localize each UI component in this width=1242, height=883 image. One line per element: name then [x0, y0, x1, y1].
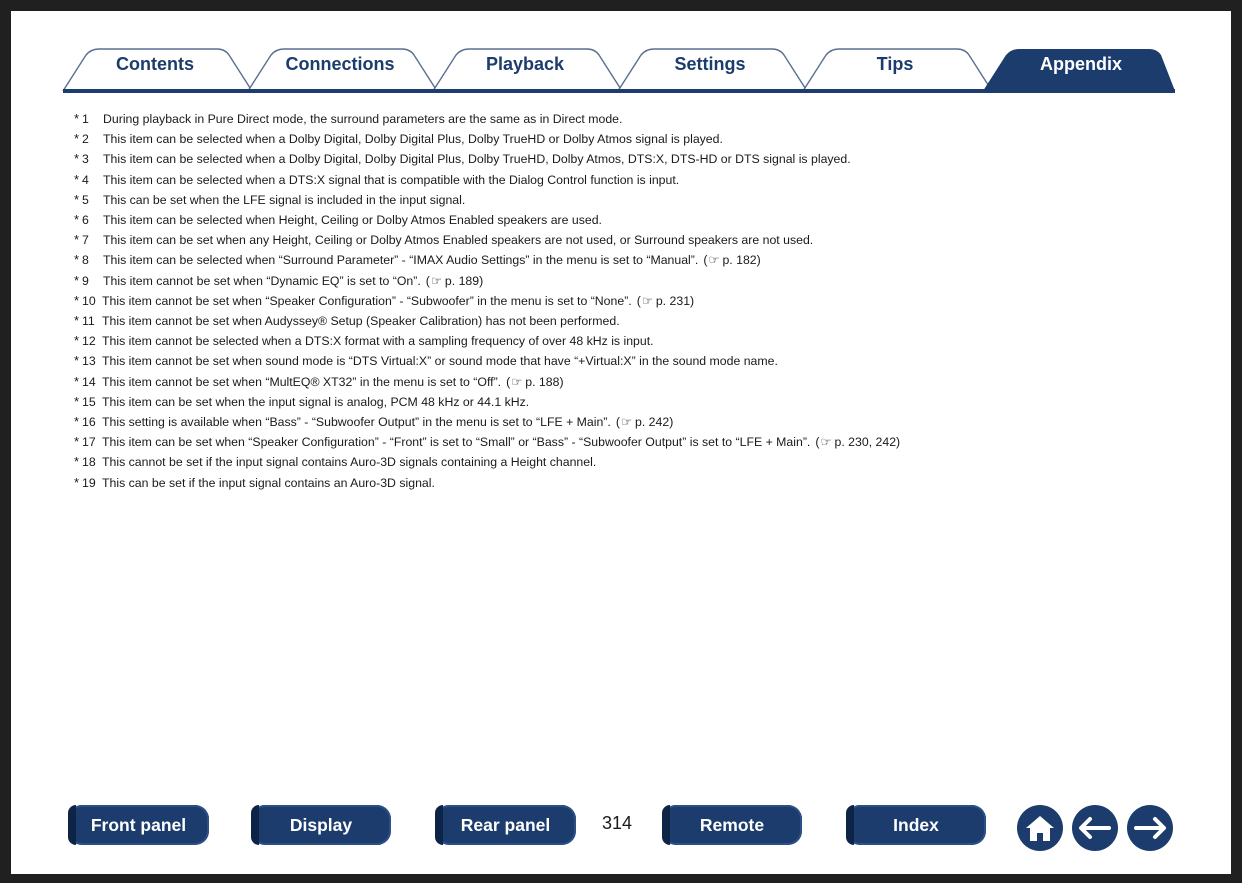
footnote-number: 1	[82, 112, 89, 126]
page-reference-link[interactable]	[703, 250, 760, 270]
footnote-list	[74, 109, 1194, 493]
footnote-text: This setting is available when “Bass” - “Subwoofer Output” in the menu is set to “LFE + Main”.	[102, 415, 611, 430]
footnote-asterisk: *	[74, 373, 80, 389]
button-cap	[846, 805, 854, 845]
button-cap	[251, 805, 259, 845]
footnote-asterisk: *	[74, 171, 80, 187]
tab-contents[interactable]: Contents	[116, 54, 194, 74]
footnote-number: 15	[82, 394, 96, 409]
footnote-number: 18	[82, 455, 96, 470]
paren-open: (	[636, 293, 641, 308]
paren-close: )	[756, 253, 761, 268]
footnote-item	[74, 473, 1194, 493]
home-button[interactable]	[1017, 805, 1063, 851]
footnote-item	[74, 432, 1194, 452]
tab-tips[interactable]: Tips	[876, 54, 914, 74]
footnote-item	[74, 230, 1194, 250]
tab-playback[interactable]: Playback	[485, 54, 565, 74]
footnote-number: 3	[82, 152, 89, 167]
paren-open: (	[425, 273, 430, 288]
back-button[interactable]	[1072, 805, 1118, 851]
paren-close: )	[479, 273, 484, 288]
arrow-left-icon	[1078, 816, 1112, 840]
forward-button[interactable]	[1127, 805, 1173, 851]
remote-label: Remote	[699, 814, 765, 835]
footnote-item	[74, 271, 1194, 291]
footnote-number: 14	[82, 374, 96, 389]
page-reference-link[interactable]	[426, 271, 483, 291]
footnote-asterisk: *	[74, 131, 80, 147]
footnote-item	[74, 149, 1194, 169]
manual-page	[11, 11, 1231, 874]
page-reference-link[interactable]	[637, 291, 694, 311]
index-label: Index	[893, 814, 939, 835]
footnote-asterisk: *	[74, 151, 80, 167]
pointing-hand-icon: ☞	[620, 415, 632, 430]
remote-button[interactable]	[662, 805, 802, 845]
paren-open: (	[615, 415, 620, 430]
tab-appendix[interactable]: Appendix	[1039, 54, 1122, 74]
footnote-text: This item cannot be selected when a DTS:X format with a sampling frequency of over 48 kHz is input.	[102, 334, 654, 349]
footnote-number: 5	[82, 192, 89, 207]
page-reference-link[interactable]	[815, 432, 900, 452]
footnote-item	[74, 250, 1194, 270]
footnote-text: This item cannot be set when “MultEQ® XT32” in the menu is set to “Off”.	[102, 374, 502, 389]
footnote-asterisk: *	[74, 414, 80, 430]
footnote-item	[74, 392, 1194, 412]
button-cap	[662, 805, 670, 845]
footnote-number: 2	[82, 132, 89, 147]
tab-underline	[63, 89, 1175, 93]
footnote-text: This item cannot be set when “Speaker Configuration” - “Subwoofer” in the menu is set to “None”.	[102, 293, 632, 308]
footnote-number: 12	[82, 334, 96, 349]
front-panel-button[interactable]	[68, 805, 209, 845]
footnote-number: 16	[82, 415, 96, 430]
footnote-item	[74, 372, 1194, 392]
footnote-item	[74, 210, 1194, 230]
pointing-hand-icon: ☞	[511, 374, 523, 389]
footnote-number: 9	[82, 273, 89, 288]
footnote-number: 13	[82, 354, 96, 369]
tab-settings[interactable]: Settings	[674, 54, 746, 74]
footnote-text: This item cannot be set when Audyssey® Setup (Speaker Calibration) has not been performed.	[102, 314, 620, 329]
footnote-asterisk: *	[74, 272, 80, 288]
button-cap	[435, 805, 443, 845]
footnote-item	[74, 331, 1194, 351]
paren-close: )	[669, 415, 674, 430]
footnote-text: This item can be set when “Speaker Configuration” - “Front” is set to “Small” or “Bass” - “Subwoofer Output” is set to “LFE + Main”.	[102, 435, 811, 450]
footnote-text: This item can be set when any Height, Ceiling or Dolby Atmos Enabled speakers are not used, or Surround speakers are not used.	[103, 233, 814, 248]
tab-connections[interactable]: Connections	[285, 54, 395, 74]
footnote-asterisk: *	[74, 252, 80, 268]
footnote-asterisk: *	[74, 393, 80, 409]
footnote-asterisk: *	[74, 212, 80, 228]
page-reference: p. 230, 242	[834, 435, 897, 450]
page-reference: p. 189	[444, 273, 480, 288]
footnote-item	[74, 129, 1194, 149]
footnote-text: This item can be selected when a DTS:X signal that is compatible with the Dialog Control function is input.	[103, 172, 680, 187]
home-icon	[1024, 813, 1056, 843]
footnote-text: This can be set if the input signal contains an Auro-3D signal.	[102, 475, 435, 490]
page-number: 314	[602, 813, 633, 833]
rear-panel-button[interactable]	[435, 805, 576, 845]
page-reference: p. 182	[722, 253, 757, 268]
footnote-text: This cannot be set if the input signal contains Auro-3D signals containing a Height channel.	[102, 455, 597, 470]
index-button[interactable]	[846, 805, 986, 845]
footnote-item	[74, 311, 1194, 331]
footnote-item	[74, 291, 1194, 311]
pointing-hand-icon: ☞	[641, 293, 653, 308]
tab-bar	[11, 11, 1231, 96]
footnote-number: 6	[82, 213, 89, 228]
footnote-asterisk: *	[74, 292, 80, 308]
footnote-text: This item can be selected when Height, Ceiling or Dolby Atmos Enabled speakers are used.	[103, 213, 602, 228]
footnote-number: 17	[82, 435, 96, 450]
footnote-item	[74, 452, 1194, 472]
footnote-number: 8	[82, 253, 89, 268]
footnote-text: This item can be selected when “Surround Parameter” - “IMAX Audio Settings” in the menu is set to “Manual”.	[103, 253, 699, 268]
paren-open: (	[815, 435, 820, 450]
footnote-number: 4	[82, 172, 89, 187]
footnote-text: This can be set when the LFE signal is included in the input signal.	[103, 192, 466, 207]
footnote-text: This item cannot be set when sound mode is “DTS Virtual:X” or sound mode that have “+Virtual:X” in the sound mode name.	[102, 354, 778, 369]
footnote-asterisk: *	[74, 191, 80, 207]
paren-open: (	[506, 374, 511, 389]
paren-close: )	[559, 374, 564, 389]
page-reference-link[interactable]	[506, 372, 563, 392]
footnote-text: During playback in Pure Direct mode, the surround parameters are the same as in Direct mode.	[103, 112, 623, 126]
page-reference: p. 188	[525, 374, 560, 389]
footnote-text: This item can be selected when a Dolby Digital, Dolby Digital Plus, Dolby TrueHD, Dolby Atmos, DTS:X, DTS-HD or DTS signal is played.	[103, 152, 851, 167]
footnote-text: This item can be set when the input signal is analog, PCM 48 kHz or 44.1 kHz.	[102, 394, 530, 409]
footnote-item	[74, 351, 1194, 371]
footnote-asterisk: *	[74, 454, 80, 470]
pointing-hand-icon: ☞	[708, 253, 720, 268]
pointing-hand-icon: ☞	[430, 273, 442, 288]
display-label: Display	[289, 814, 353, 835]
paren-close: )	[690, 293, 695, 308]
footnote-asterisk: *	[74, 434, 80, 450]
front-panel-label: Front panel	[90, 814, 187, 835]
footnote-asterisk: *	[74, 232, 80, 248]
arrow-right-icon	[1133, 816, 1167, 840]
paren-open: (	[703, 253, 708, 268]
pointing-hand-icon: ☞	[820, 435, 832, 450]
footnote-asterisk: *	[74, 333, 80, 349]
footnote-item	[74, 412, 1194, 432]
footnote-number: 10	[82, 293, 96, 308]
page-reference: p. 231	[655, 293, 691, 308]
footnote-number: 7	[82, 233, 89, 248]
footnote-asterisk: *	[74, 474, 80, 490]
footnote-item	[74, 170, 1194, 190]
button-cap	[68, 805, 76, 845]
footnote-text: This item can be selected when a Dolby Digital, Dolby Digital Plus, Dolby TrueHD or Dolby Atmos signal is played.	[103, 132, 723, 147]
footnote-asterisk: *	[74, 353, 80, 369]
paren-close: )	[896, 435, 901, 450]
footnote-asterisk: *	[74, 313, 80, 329]
footnote-item	[74, 190, 1194, 210]
display-button[interactable]	[251, 805, 391, 845]
footnote-number: 11	[82, 314, 95, 329]
footnote-number: 19	[82, 475, 96, 490]
rear-panel-label: Rear panel	[460, 814, 551, 835]
footnote-item	[74, 109, 1194, 129]
footnote-asterisk: *	[74, 111, 80, 126]
page-reference: p. 242	[634, 415, 670, 430]
bottom-navigation	[11, 801, 1231, 851]
page-reference-link[interactable]	[616, 412, 673, 432]
footnote-text: This item cannot be set when “Dynamic EQ” is set to “On”.	[103, 273, 421, 288]
